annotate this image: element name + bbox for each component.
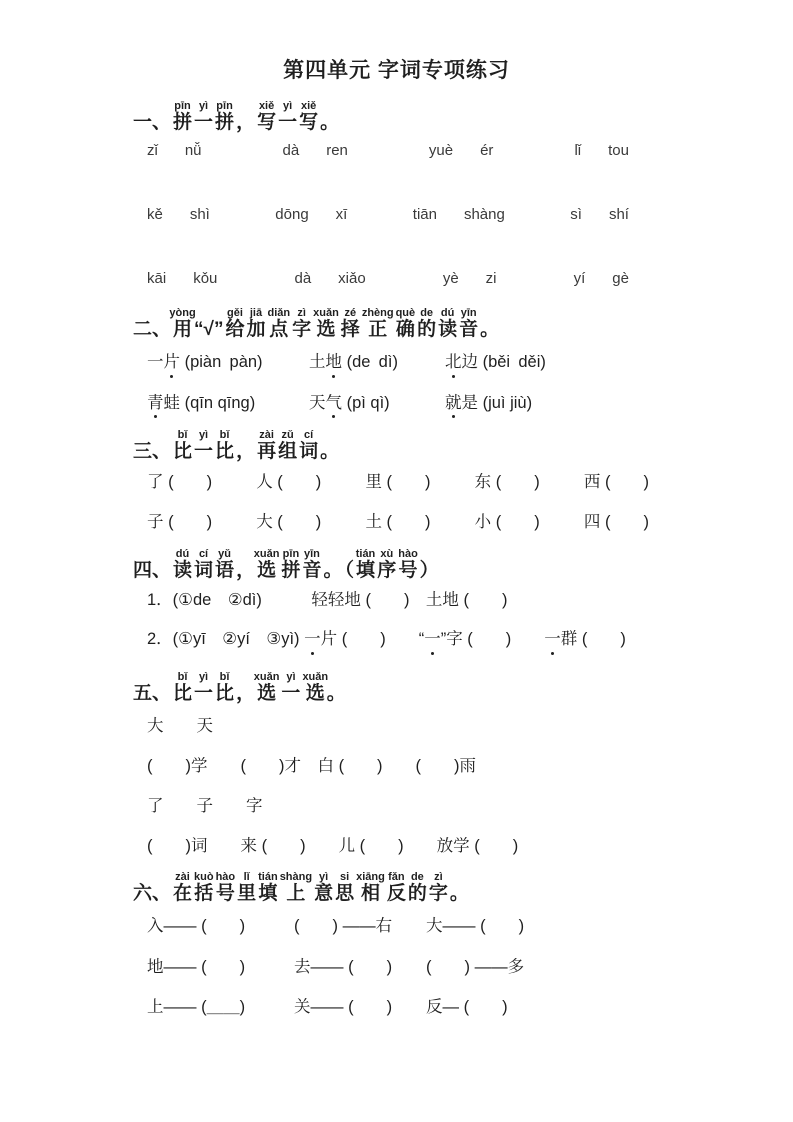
section-body: [147, 589, 743, 653]
heading-char: 确què: [395, 306, 416, 340]
pinyin-word: [147, 206, 210, 223]
heading-char: 给gěi: [225, 306, 245, 340]
section-heading-choose-correct-pronunciation: [133, 307, 743, 341]
dotted-char: 气: [326, 391, 343, 416]
heading-char: 再zài: [257, 429, 277, 463]
exercise-item: 东 ( ): [474, 473, 540, 492]
heading-char: ，: [236, 441, 256, 463]
heading-char: 里lǐ: [237, 870, 257, 904]
heading-char: 比bǐ: [173, 671, 193, 705]
pinyin-row: [147, 142, 629, 159]
heading-char: 写xiě: [299, 100, 319, 133]
exercise-item: ( ) ——多: [426, 957, 525, 976]
exercise-item: 大 ( ): [256, 512, 322, 531]
heading-char: ，: [236, 559, 256, 581]
heading-char: 号hào: [215, 870, 236, 904]
heading-char: 相xiāng: [356, 870, 385, 904]
pinyin-word: [443, 270, 497, 287]
dotted-char: 一: [544, 628, 561, 652]
dotted-char: 就: [445, 391, 462, 416]
heading-char: 比bǐ: [215, 429, 235, 463]
pinyin-syllable: xiǎo: [338, 269, 366, 287]
exercise-row: [147, 914, 743, 939]
pinyin-syllable: dà: [294, 269, 312, 287]
section-heading-opposite-characters: [133, 871, 743, 905]
pinyin-syllable: tiān: [412, 205, 437, 223]
section-body: [147, 142, 629, 287]
heading-char: 选xuǎn: [253, 547, 280, 581]
heading-char: 拼pīn: [173, 100, 193, 133]
heading-char: 拼pīn: [215, 100, 235, 133]
pinyin-syllable: kāi: [147, 269, 167, 287]
pinyin-word: [283, 142, 348, 159]
section-heading-compare-and-choose: [133, 671, 743, 705]
pinyin-row: [147, 270, 629, 287]
heading-char: ，: [236, 112, 256, 133]
exercise-row: [147, 995, 743, 1020]
pinyin-word: [413, 206, 505, 223]
heading-char: 加jiā: [246, 306, 266, 340]
heading-char: （: [344, 559, 354, 581]
heading-char: 正zhèng: [361, 306, 394, 340]
pinyin-syllable: kě: [147, 205, 163, 223]
dotted-char: 一: [424, 628, 441, 652]
pinyin-syllable: ér: [480, 141, 494, 159]
pinyin-syllable: gè: [612, 269, 629, 287]
heading-char: 一yì: [194, 671, 214, 705]
pinyin-syllable: kǒu: [193, 269, 218, 287]
heading-char: 组zǔ: [278, 429, 298, 463]
heading-char: 填tián: [355, 547, 376, 581]
exercise-item: 天气 (pì qì): [309, 391, 445, 416]
exercise-row: [147, 350, 743, 375]
section-choose-pinyin: [133, 548, 743, 653]
heading-char: 拼pīn: [281, 547, 301, 581]
heading-char: 词cí: [194, 547, 214, 581]
exercise-item: ( ) ——右: [294, 916, 393, 935]
pinyin-syllable: tou: [608, 141, 629, 159]
exercise-item: 青蛙 (qīn qīng): [147, 391, 309, 416]
section-number: 一、: [133, 112, 172, 133]
pinyin-word: [574, 142, 629, 159]
section-number: 六、: [133, 882, 172, 904]
exercise-item: 小 ( ): [474, 512, 540, 531]
exercise-item: 地—— ( ): [147, 957, 246, 976]
heading-char: ，: [236, 683, 256, 705]
heading-char: 读dú: [173, 547, 193, 581]
heading-char: 选xuǎn: [253, 671, 280, 705]
exercise-line: 1．(①de ②dì) 轻轻地 ( ) 土地 ( ): [147, 590, 508, 609]
dotted-char: 北: [445, 350, 462, 375]
pinyin-word: [570, 206, 629, 223]
pinyin-syllable: shì: [189, 205, 210, 223]
heading-char: 字zì: [428, 870, 448, 904]
section-body: [147, 350, 743, 416]
exercise-item: 上—— (＿＿): [147, 998, 246, 1017]
dotted-char: 片: [164, 350, 181, 375]
pinyin-syllable: yè: [442, 269, 459, 287]
page-title: 第四单元 字词专项练习: [283, 59, 510, 82]
heading-char: 择zé: [340, 306, 360, 340]
section-number: 二、: [133, 318, 172, 340]
section-pinyin-writing: [133, 100, 743, 287]
exercise-item: 入—— ( ): [147, 916, 246, 935]
heading-char: 一yì: [194, 429, 214, 463]
pinyin-syllable: yuè: [428, 141, 454, 159]
heading-char: 。: [449, 882, 469, 904]
dotted-char: 青: [147, 391, 164, 416]
pinyin-syllable: dà: [282, 141, 300, 159]
heading-char: 。: [326, 683, 346, 705]
section-choose-correct-pronunciation: [133, 307, 743, 415]
heading-char: 思si: [335, 870, 355, 904]
heading-char: 意yì: [314, 870, 334, 904]
pinyin-word: [147, 142, 202, 159]
heading-char: 反fǎn: [386, 870, 406, 904]
exercise-item: 去—— ( ): [294, 957, 393, 976]
pinyin-syllable: zǐ: [147, 141, 158, 159]
section-number: 三、: [133, 441, 172, 463]
heading-char: 在zài: [173, 870, 193, 904]
heading-char: 的de: [417, 306, 437, 340]
section-body: [147, 715, 743, 859]
exercise-line: 大 天: [147, 717, 213, 736]
section-number: 四、: [133, 559, 172, 581]
pinyin-syllable: shí: [608, 205, 629, 223]
exercise-item: 一片 (piàn pàn): [147, 350, 309, 375]
exercise-item: 关—— ( ): [294, 998, 393, 1017]
heading-char: 一yì: [194, 100, 214, 133]
worksheet-sections: [133, 100, 743, 1020]
exercise-item: 子 ( ): [147, 512, 213, 531]
exercise-line: 了 子 字: [147, 797, 263, 816]
pinyin-syllable: zi: [485, 269, 497, 287]
exercise-item: 土地 (de dì): [309, 350, 445, 375]
heading-char: 词cí: [299, 429, 319, 463]
pinyin-word: [429, 142, 494, 159]
pinyin-row: [147, 206, 629, 223]
exercise-item: 四 ( ): [583, 512, 649, 531]
pinyin-word: [574, 270, 629, 287]
heading-char: 选xuǎn: [302, 671, 329, 705]
pinyin-word: [147, 270, 217, 287]
pinyin-syllable: lǐ: [574, 141, 582, 159]
exercise-item: 西 ( ): [583, 473, 649, 492]
heading-char: 用yòng: [169, 306, 196, 340]
pinyin-syllable: xī: [335, 205, 348, 223]
heading-char: 比bǐ: [215, 671, 235, 705]
heading-char: ）: [419, 559, 439, 581]
heading-char: “√”: [194, 318, 224, 340]
dotted-char: 一: [304, 628, 321, 652]
exercise-line: 2．(①yī ②yí ③yì) 一片 ( ) “一”字 ( ) 一群 ( ): [147, 628, 743, 652]
pinyin-syllable: dōng: [275, 205, 309, 223]
exercise-line: ( )学 ( )才 白 ( ) ( )雨: [147, 757, 477, 776]
heading-char: 写xiě: [257, 100, 277, 133]
pinyin-syllable: yí: [573, 269, 586, 287]
heading-char: 的de: [407, 870, 427, 904]
section-compare-and-choose: [133, 671, 743, 859]
exercise-item: 北边 (běi děi): [445, 350, 743, 375]
heading-char: 上shàng: [279, 870, 313, 904]
section-heading-compare-and-form-words: [133, 429, 743, 463]
heading-char: 。: [320, 112, 340, 133]
heading-char: 。: [480, 318, 500, 340]
heading-char: 音yīn: [302, 547, 322, 581]
pinyin-word: [275, 206, 347, 223]
exercise-line: ( )词 来 ( ) 儿 ( ) 放学 ( ): [147, 837, 519, 856]
exercise-item: 里 ( ): [365, 473, 431, 492]
pinyin-word: [294, 270, 365, 287]
pinyin-syllable: ren: [326, 141, 348, 159]
dotted-char: 地: [326, 350, 343, 375]
section-number: 五、: [133, 683, 172, 705]
exercise-item: 人 ( ): [256, 473, 322, 492]
heading-char: 。: [323, 559, 343, 581]
exercise-row: [147, 955, 743, 980]
pinyin-syllable: sì: [570, 205, 582, 223]
pinyin-syllable: shàng: [463, 205, 505, 223]
exercise-row: [147, 391, 743, 416]
pinyin-syllable: nǚ: [184, 141, 202, 159]
exercise-item: 就是 (juì jiù): [445, 391, 743, 416]
heading-char: 序xù: [377, 547, 397, 581]
heading-char: 语yǔ: [215, 547, 235, 581]
section-heading-choose-pinyin: [133, 548, 743, 582]
exercise-item: 了 ( ): [147, 473, 213, 492]
exercise-item: 反— ( ): [426, 998, 508, 1017]
section-body: [147, 470, 649, 535]
heading-char: 。: [320, 441, 340, 463]
heading-char: 填tián: [258, 870, 278, 904]
heading-char: 一yì: [278, 100, 298, 133]
heading-char: 号hào: [398, 547, 418, 581]
section-body: [147, 914, 743, 1020]
heading-char: 比bǐ: [173, 429, 193, 463]
heading-char: 括kuò: [194, 870, 214, 904]
section-compare-and-form-words: [133, 429, 743, 534]
exercise-item: 大—— ( ): [426, 916, 525, 935]
section-heading-pinyin-writing: [133, 100, 743, 134]
heading-char: 音yīn: [459, 306, 479, 340]
heading-char: 选xuǎn: [313, 306, 339, 340]
heading-char: 字zì: [292, 306, 312, 340]
exercise-item: 土 ( ): [365, 512, 431, 531]
heading-char: 一yì: [281, 671, 301, 705]
heading-char: 读dú: [438, 306, 458, 340]
heading-char: 点diǎn: [267, 306, 291, 340]
exercise-row: [147, 510, 649, 535]
section-opposite-characters: [133, 871, 743, 1020]
exercise-row: [147, 470, 649, 495]
